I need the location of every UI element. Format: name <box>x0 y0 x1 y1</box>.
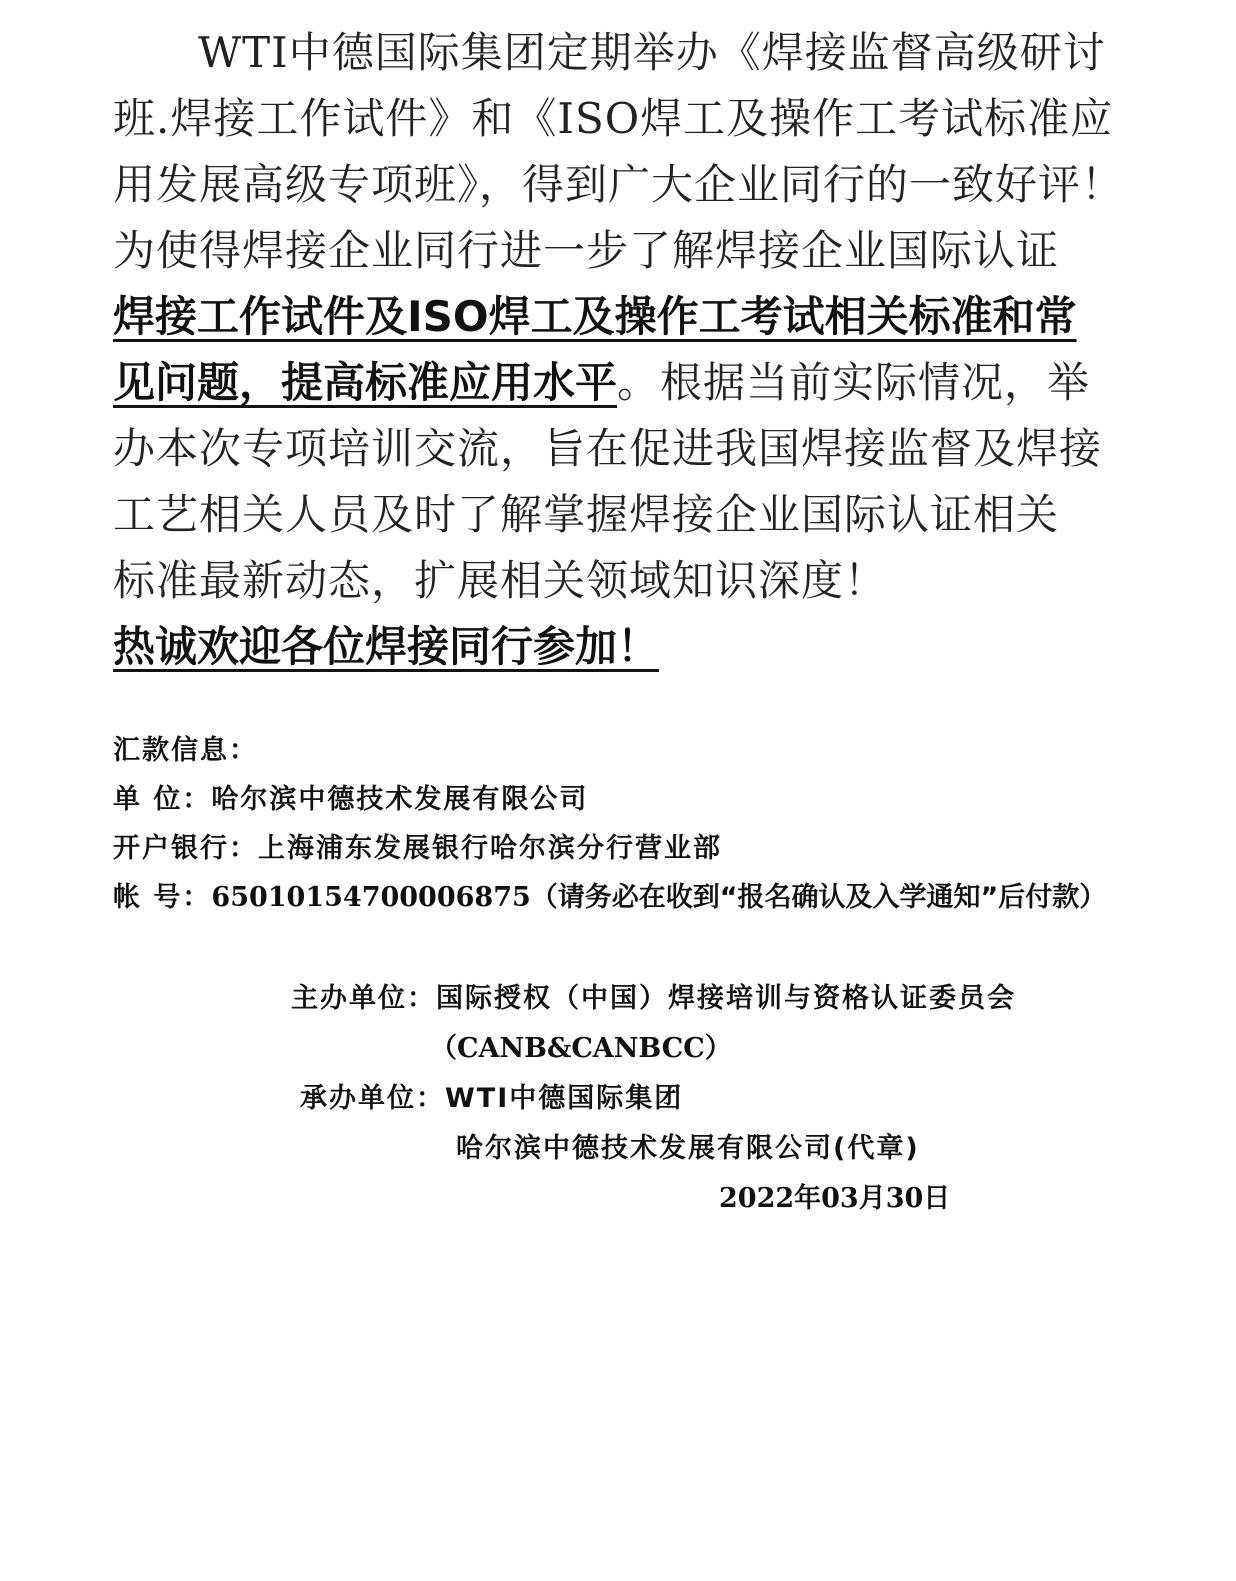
intro-line-2: 班.焊接工作试件》和《ISO焊工及操作工考试标准应 <box>113 94 1114 143</box>
emphasis-line-1: 焊接工作试件及ISO焊工及操作工考试相关标准和常 <box>113 292 1077 341</box>
body-line-3: 标准最新动态，扩展相关领域知识深度！ <box>113 556 888 605</box>
host-organization: 主办单位：国际授权（中国）焊接培训与资格认证委员会 <box>291 983 1016 1014</box>
welcome-line: 热诚欢迎各位焊接同行参加！ <box>113 622 660 671</box>
payment-account-number: 65010154700006875 <box>211 882 531 913</box>
payment-account-note: （请务必在收到“报名确认及入学通知”后付款） <box>530 882 1107 913</box>
host-abbreviation: （CANB&CANBCC） <box>430 1033 732 1064</box>
body-line-1: 办本次专项培训交流，旨在促进我国焊接监督及焊接 <box>113 424 1103 473</box>
document-date: 2022年03月30日 <box>719 1183 951 1214</box>
payment-account-label: 帐 号： <box>113 882 212 913</box>
intro-line-3: 用发展高级专项班》，得到广大企业同行的一致好评！ <box>113 160 1125 209</box>
payment-heading: 汇款信息： <box>113 735 258 766</box>
organizer-group: 承办单位：WTI中德国际集团 <box>300 1083 684 1114</box>
emphasis-line-2-rest: 。根据当前实际情况，举 <box>617 358 1091 407</box>
emphasis-line-2 <box>113 358 1091 407</box>
payment-account <box>113 884 1106 911</box>
intro-line-1: WTI中德国际集团定期举办《焊接监督高级研讨 <box>198 28 1106 77</box>
body-line-2: 工艺相关人员及时了解掌握焊接企业国际认证相关 <box>113 490 1060 539</box>
intro-line-4: 为使得焊接企业同行进一步了解焊接企业国际认证 <box>113 226 1060 275</box>
payment-bank: 开户银行：上海浦东发展银行哈尔滨分行营业部 <box>113 833 722 864</box>
payment-unit: 单 位：哈尔滨中德技术发展有限公司 <box>113 784 589 815</box>
organizer-company: 哈尔滨中德技术发展有限公司(代章) <box>456 1133 920 1164</box>
emphasis-line-2-bold: 见问题，提高标准应用水平 <box>113 358 618 407</box>
